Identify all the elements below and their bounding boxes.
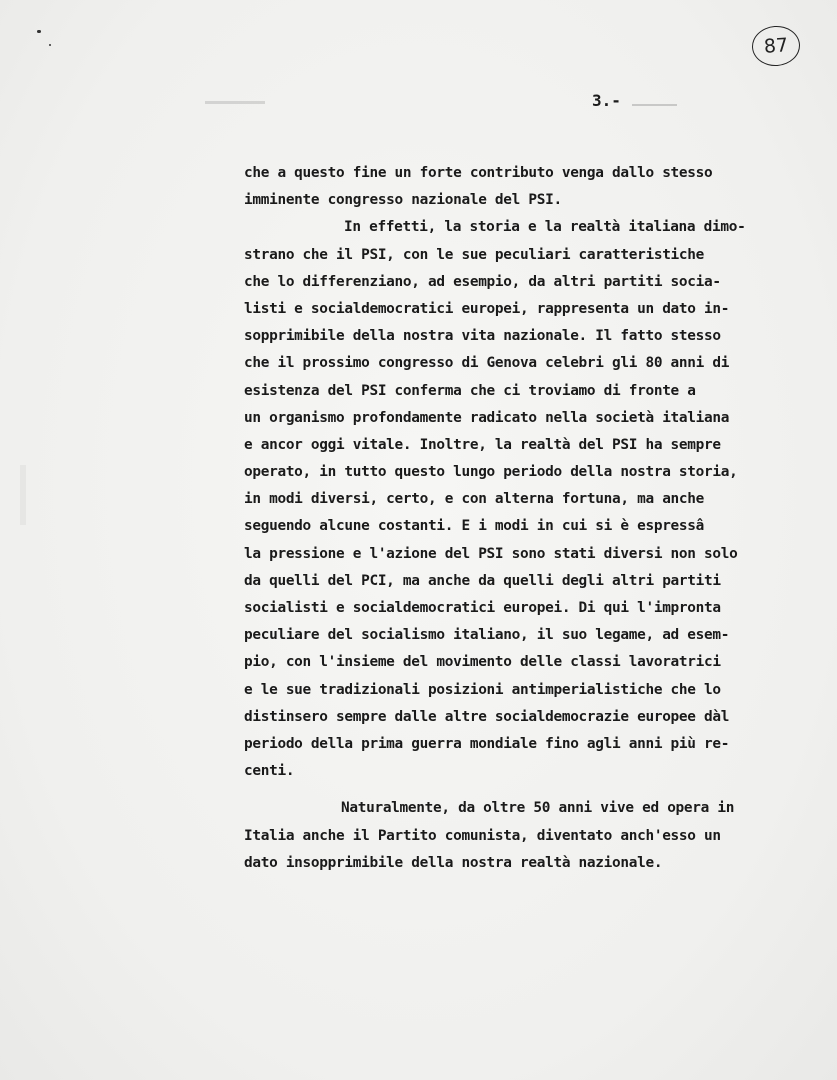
text-line: la pressione e l'azione del PSI sono stati diversi non solo — [244, 545, 738, 562]
paragraph-gap — [244, 785, 824, 795]
text-line: distinsero sempre dalle altre socialdemocrazie europee dàl — [244, 708, 730, 725]
text-line: in modi diversi, certo, e con alterna fortuna, ma anche — [244, 491, 705, 508]
text-line: dato insopprimibile della nostra realtà nazionale. — [244, 854, 663, 871]
show-through-mark — [632, 104, 677, 106]
text-line: che a questo fine un forte contributo venga dallo stesso — [244, 165, 713, 181]
folio-stamp — [751, 24, 802, 67]
ink-speck — [37, 30, 41, 33]
ink-speck — [49, 44, 51, 46]
text-line: pio, con l'insieme del movimento delle classi lavoratrici — [244, 654, 721, 671]
text-line: centi. — [244, 763, 295, 780]
text-line: operato, in tutto questo lungo periodo della nostra storia, — [244, 464, 738, 481]
text-line: che lo differenziano, ad esempio, da altri partiti socia- — [244, 273, 721, 290]
text-line: e ancor oggi vitale. Inoltre, la realtà del PSI ha sempre — [244, 436, 721, 453]
text-line: socialisti e socialdemocratici europei. Di qui l'impronta — [244, 600, 721, 616]
text-line: Italia anche il Partito comunista, diventato anch'esso un — [244, 827, 721, 844]
text-line: imminente congresso nazionale del PSI. — [244, 192, 562, 209]
text-line: un organismo profondamente radicato nella società italiana — [244, 409, 730, 426]
text-line: strano che il PSI, con le sue peculiari caratteristiche — [244, 246, 705, 263]
show-through-mark — [205, 101, 265, 104]
folio-number: 87 — [763, 34, 789, 58]
text-line: esistenza del PSI conferma che ci troviamo di fronte a — [244, 382, 696, 399]
text-line: e le sue tradizionali posizioni antimperialistiche che lo — [244, 681, 721, 698]
text-line: listi e socialdemocratici europei, rappresenta un dato in- — [244, 300, 730, 317]
text-line: peculiare del socialismo italiano, il suo legame, ad esem- — [244, 627, 730, 644]
text-line: da quelli del PCI, ma anche da quelli degli altri partiti — [244, 572, 721, 589]
text-line: sopprimibile della nostra vita nazionale. Il fatto stesso — [244, 328, 721, 345]
text-line: che il prossimo congresso di Genova celebri gli 80 anni di — [244, 355, 730, 372]
text-line: periodo della prima guerra mondiale fino agli anni più re- — [244, 735, 730, 752]
page-number: 3.- — [592, 91, 621, 110]
text-line: Naturalmente, da oltre 50 anni vive ed opera in — [341, 800, 735, 817]
show-through-mark — [20, 465, 66, 525]
text-line: seguendo alcune costanti. E i modi in cui si è espressâ — [244, 518, 705, 535]
text-line: In effetti, la storia e la realtà italiana dimo- — [344, 219, 746, 236]
body-text — [244, 160, 824, 877]
